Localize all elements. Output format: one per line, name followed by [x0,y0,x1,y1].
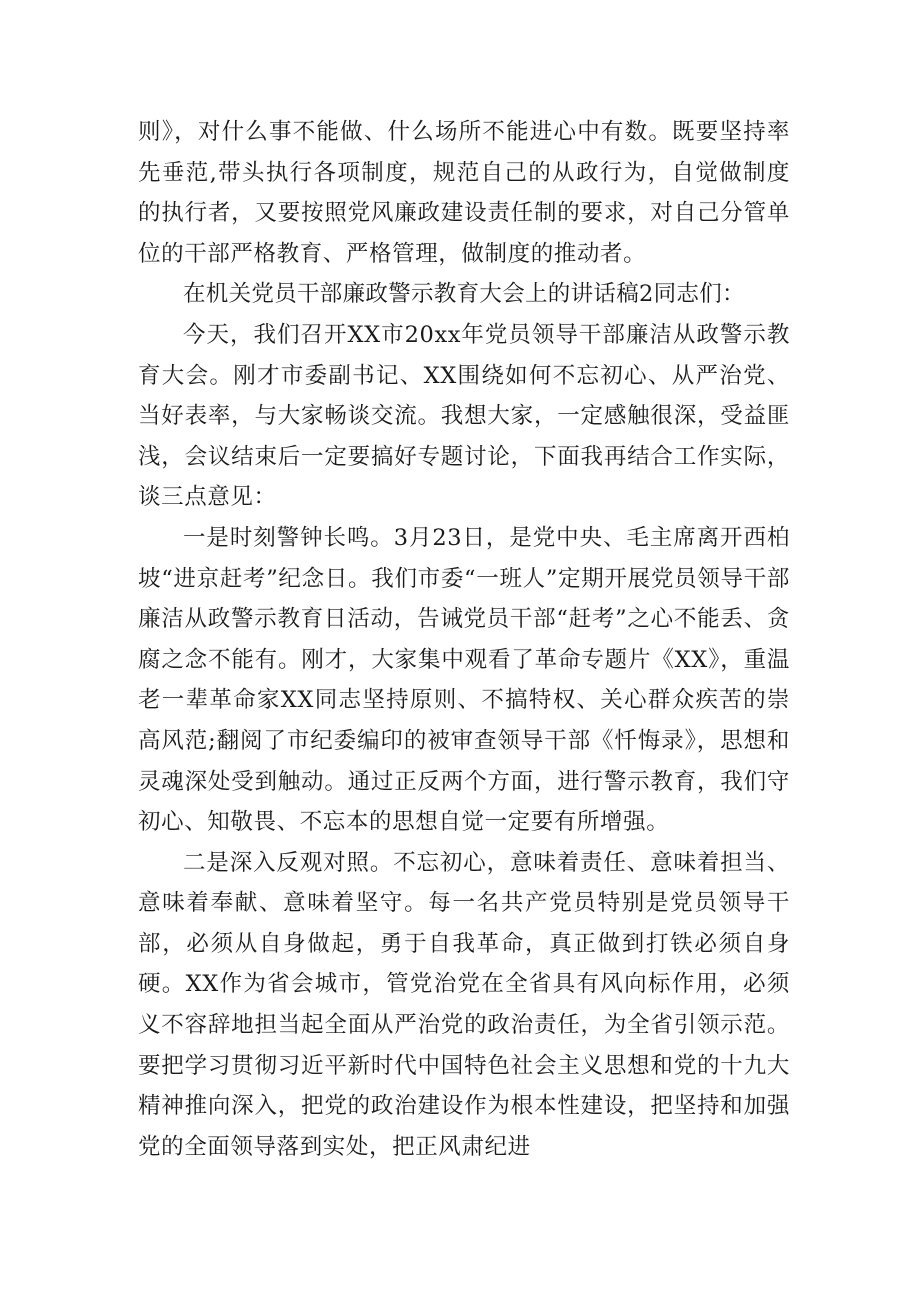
paragraph-continuation: 则》，对什么事不能做、什么场所不能进心中有数。既要坚持率先垂范,带头执行各项制度，规范自己的从政行为，自觉做制度的执行者，又要按照党风廉政建设责任制的要求，对自己分管单位的干部严格教育、严格管理，做制度的推动者。 [138,119,790,267]
paragraph-point-two: 二是深入反观对照。不忘初心，意味着责任、意味着担当、意味着奉献、意味着坚守。每一名共产党员特别是党员领导干部，必须从自身做起，勇于自我革命，真正做到打铁必须自身硬。XX作为省会城市，管党治党在全省具有风向标作用，必须义不容辞地担当起全面从严治党的政治责任，为全省引领示范。要把学习贯彻习近平新时代中国特色社会主义思想和党的十九大精神推向深入，把党的政治建设作为根本性建设，把坚持和加强党的全面领导落到实处，把正风肃纪进 [138,849,790,1160]
document-body [138,112,790,1167]
paragraph-opening: 今天，我们召开XX市20xx年党员领导干部廉洁从政警示教育大会。刚才市委副书记、XX围绕如何不忘初心、从严治党、当好表率，与大家畅谈交流。我想大家，一定感触很深，受益匪浅，会议结束后一定要搞好专题讨论，下面我再结合工作实际，谈三点意见： [138,321,790,511]
paragraph-point-one: 一是时刻警钟长鸣。3月23日，是党中央、毛主席离开西柏坡“进京赶考”纪念日。我们市委“一班人”定期开展党员领导干部廉洁从政警示教育日活动，告诫党员干部“赶考”之心不能丢、贪腐之念不能有。刚才，大家集中观看了革命专题片《XX》，重温老一辈革命家XX同志坚持原则、不搞特权、关心群众疾苦的崇高风范;翻阅了市纪委编印的被审查领导干部《忏悔录》，思想和灵魂深处受到触动。通过正反两个方面，进行警示教育，我们守初心、知敬畏、不忘本的思想自觉一定要有所增强。 [138,524,790,836]
speech-title-line: 在机关党员干部廉政警示教育大会上的讲话稿2同志们： [183,281,745,308]
